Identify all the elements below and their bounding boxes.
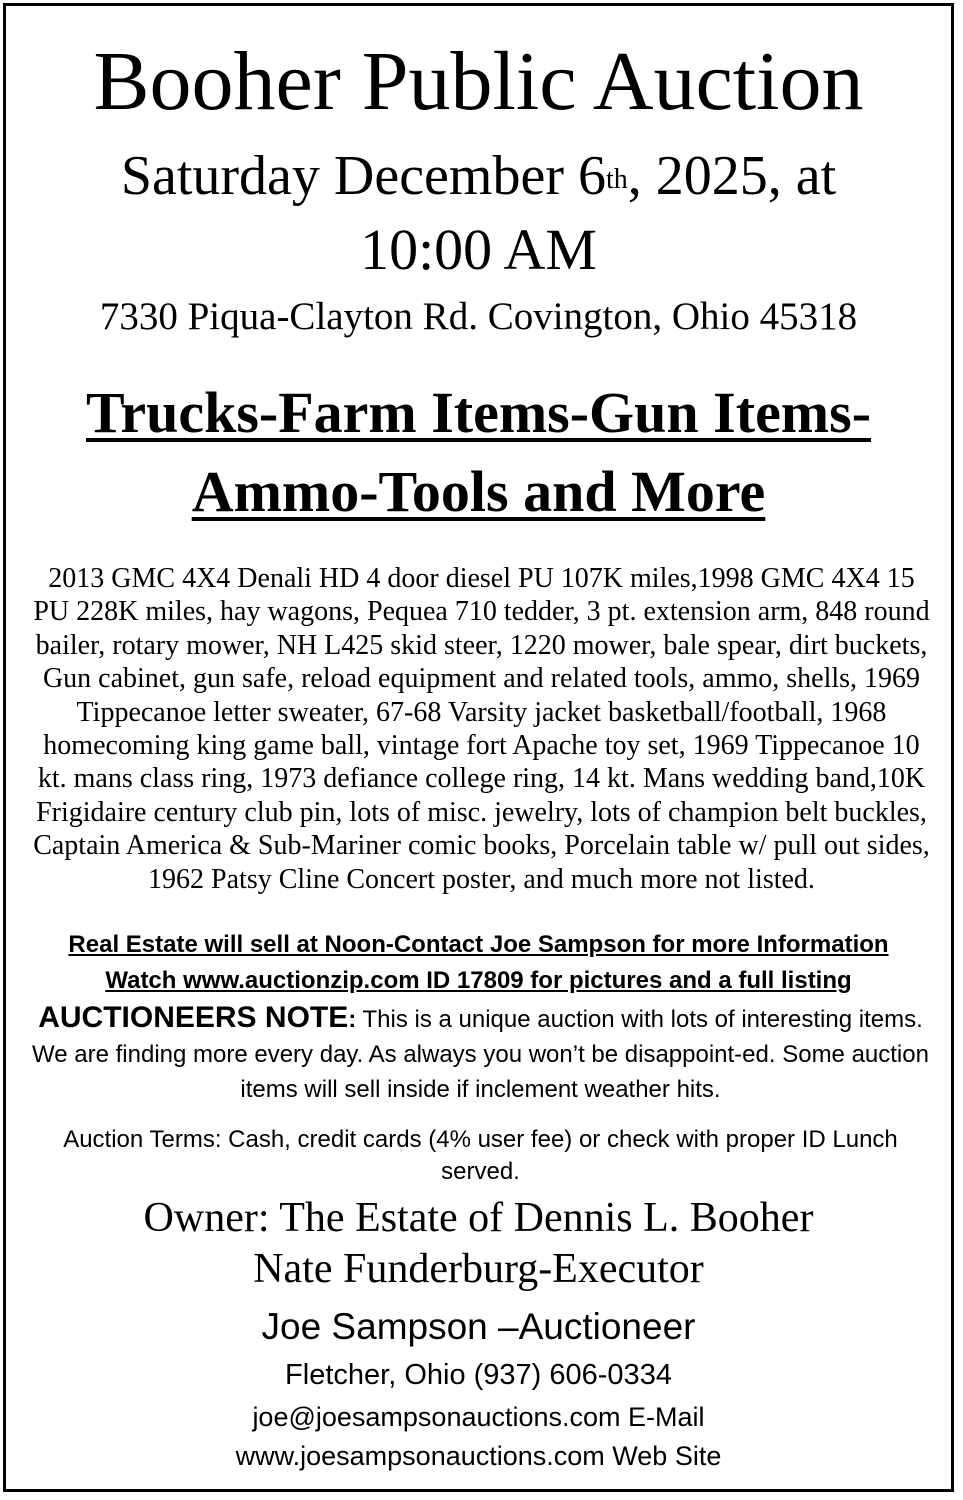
auctioneer-city-phone: Fletcher, Ohio (937) 606-0334 — [285, 1359, 672, 1391]
date-suffix: , 2025, at — [627, 145, 837, 207]
real-estate-notice: Real Estate will sell at Noon-Contact Joe Sampson for more Information — [68, 931, 889, 958]
executor-line: Nate Funderburg-Executor — [253, 1246, 704, 1292]
date-ordinal: th — [605, 164, 628, 195]
auctioneers-note — [20, 1000, 941, 1107]
watch-listing-notice: Watch www.auctionzip.com ID 17809 for pictures and a full listing — [105, 967, 852, 994]
headline-line-2: Ammo-Tools and More — [191, 459, 766, 524]
headline-line-1: Trucks-Farm Items-Gun Items- — [85, 380, 872, 445]
auction-time: 10:00 AM — [360, 217, 597, 282]
owner-line: Owner: The Estate of Dennis L. Booher — [143, 1195, 814, 1241]
auction-flyer — [3, 3, 954, 1492]
note-text: This is a unique auction with lots of interesting items. We are finding more every day. As always you won’t be disappoint-ed. Some auction items will sell inside if inclement weather hits. — [32, 1006, 929, 1103]
auction-terms: Auction Terms: Cash, credit cards (4% user fee) or check with proper ID Lunch served. — [63, 1126, 898, 1185]
date-prefix: Saturday December 6 — [120, 145, 606, 207]
auctioneer-name: Joe Sampson –Auctioneer — [261, 1306, 696, 1347]
auctioneer-email: joe@joesampsonauctions.com E-Mail — [252, 1402, 705, 1432]
auction-address: 7330 Piqua-Clayton Rd. Covington, Ohio 45318 — [99, 295, 858, 338]
note-colon: : — [348, 1006, 357, 1033]
note-label: AUCTIONEERS NOTE — [38, 1001, 349, 1034]
auction-title: Booher Public Auction — [93, 35, 864, 128]
auction-date — [6, 144, 951, 208]
auctioneer-website: www.joesampsonauctions.com Web Site — [235, 1441, 722, 1471]
item-list: 2013 GMC 4X4 Denali HD 4 door diesel PU 107K miles,1998 GMC 4X4 15 PU 228K miles, hay wagons, Pequea 710 tedder, 3 pt. extension arm, 848 round bailer, rotary mower, NH L425 skid steer, 1220 mower, bale spear, dirt buckets, Gun cabinet, gun safe, reload equipment and related tools, ammo, shells, 1969 Tippecanoe letter sweater, 67-68 Varsity jacket basketball/football, 1968 homecoming king game ball, vintage fort Apache toy set, 1969 Tippecanoe 10 kt. mans class ring, 1973 defiance college ring, 14 kt. Mans wedding band,10K Frigidaire century club pin, lots of misc. jewelry, lots of champion belt buckles, Captain America & Sub-Mariner comic books, Porcelain table w/ pull out sides, 1962 Patsy Cline Concert poster, and much more not listed. — [33, 563, 930, 895]
